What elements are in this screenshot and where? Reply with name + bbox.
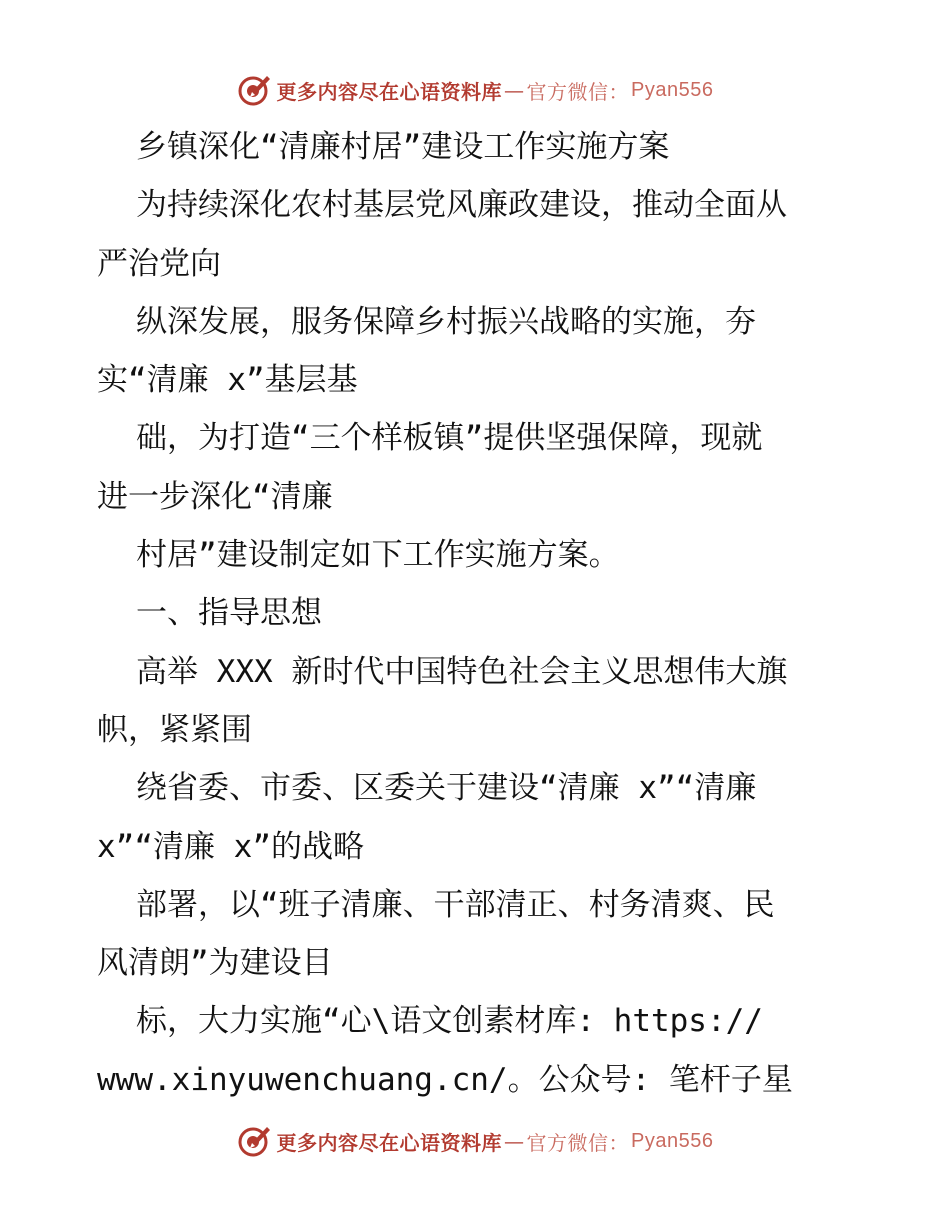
- body-line: 严治党向: [97, 245, 221, 282]
- header-watermark: [0, 70, 950, 110]
- body-line: www.xinyuwenchuang.cn/。公众号: 笔杆子星: [97, 1061, 793, 1098]
- body-line: 进一步深化“清廉: [97, 478, 333, 515]
- watermark-sub-text: 官方微信：: [526, 79, 630, 104]
- body-line: 部署，以“班子清廉、干部清正、村务清爽、民: [136, 886, 775, 923]
- body-line: 风清朗”为建设目: [97, 945, 333, 982]
- watermark-wechat-id: Pyan556: [631, 78, 714, 101]
- watermark-main-text: 更多内容尽在心语资料库: [276, 1130, 503, 1155]
- body-line: 纵深发展，服务保障乡村振兴战略的实施，夯: [136, 303, 756, 340]
- body-line: 实“清廉 x”基层基: [97, 362, 358, 399]
- body-line: 标，大力实施“心\语文创素材库: https://: [136, 1003, 763, 1040]
- footer-watermark: [0, 1121, 950, 1161]
- body-line: 础，为打造“三个样板镇”提供坚强保障，现就: [136, 420, 763, 457]
- body-line: 高举 XXX 新时代中国特色社会主义思想伟大旗: [136, 653, 788, 690]
- document-title: 乡镇深化“清廉村居”建设工作实施方案: [136, 129, 670, 165]
- pen-logo-icon: [237, 73, 271, 107]
- pen-logo-icon: [237, 1124, 271, 1158]
- document-body: [97, 118, 857, 1109]
- watermark-sub-text: 官方微信：: [526, 1130, 630, 1155]
- section-heading: 一、指导思想: [136, 595, 322, 632]
- body-line: x”“清廉 x”的战略: [97, 828, 364, 865]
- body-line: 帜，紧紧围: [97, 711, 252, 748]
- watermark-wechat-id: Pyan556: [631, 1129, 714, 1152]
- body-line: 村居”建设制定如下工作实施方案。: [136, 537, 620, 574]
- watermark-dash: —: [504, 78, 525, 102]
- watermark-main-text: 更多内容尽在心语资料库: [276, 79, 503, 104]
- watermark-dash: —: [504, 1129, 525, 1153]
- body-line: 为持续深化农村基层党风廉政建设，推动全面从: [136, 187, 787, 224]
- body-line: 绕省委、市委、区委关于建设“清廉 x”“清廉: [136, 770, 757, 807]
